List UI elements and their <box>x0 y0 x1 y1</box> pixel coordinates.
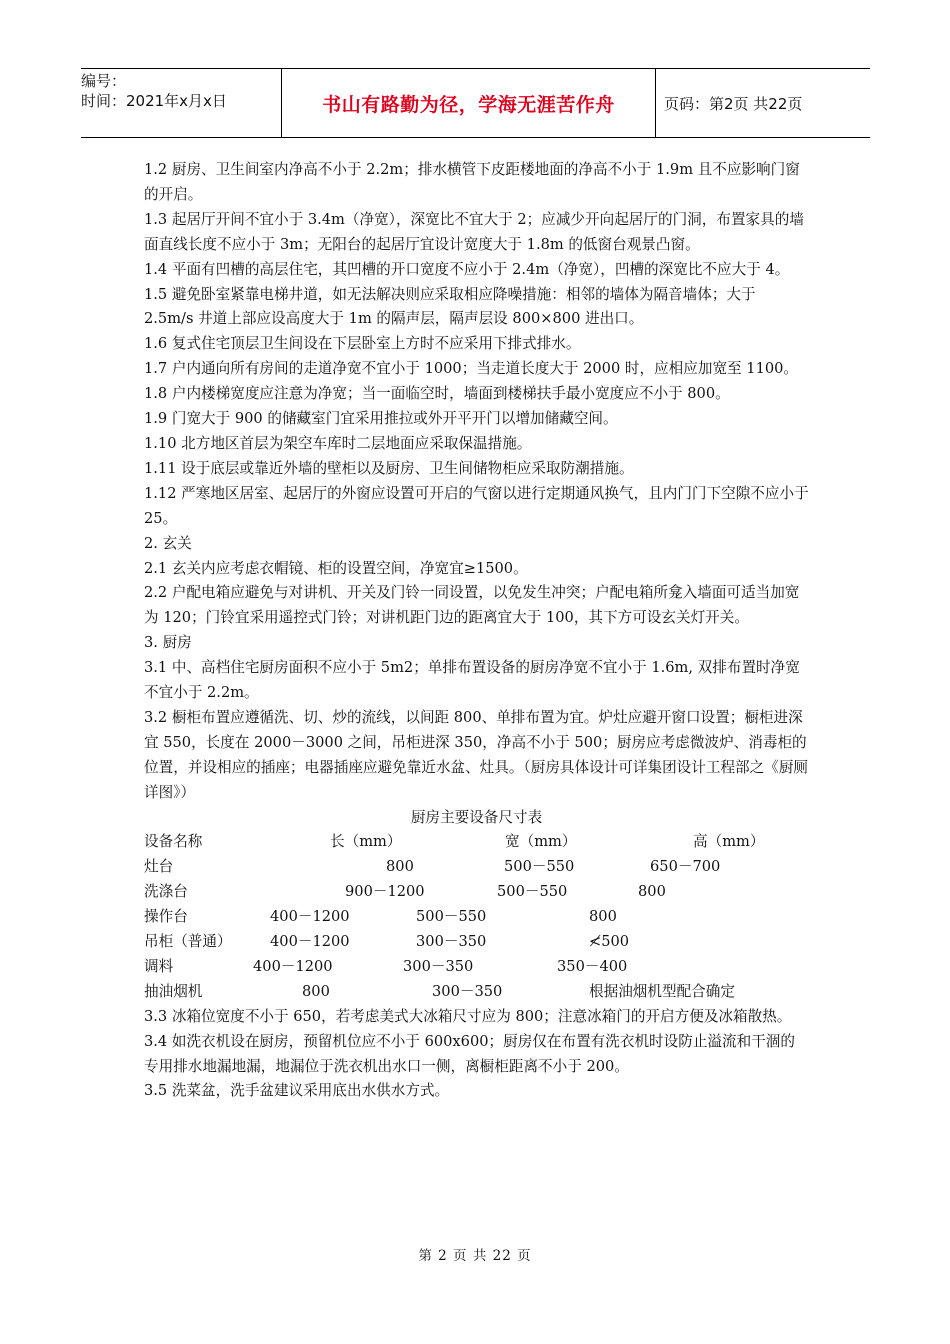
paragraph: 3.5 洗菜盆，洗手盆建议采用底出水供水方式。 <box>144 1082 450 1100</box>
table-header-row <box>144 830 809 855</box>
paragraph: 2.2 户配电箱应避免与对讲机、开关及门铃一同设置，以免发生冲突；户配电箱所龛入墙面可适当加宽为 120；门铃宜采用遥控式门铃；对讲机距门边的距离宜大于 100，其下方可设玄关灯开关。 <box>144 584 800 627</box>
table-cell: ≮500 <box>589 933 630 951</box>
table-cell: 调料 <box>144 957 174 975</box>
table-row <box>144 955 809 980</box>
paragraph: 1.2 厨房、卫生间室内净高不小于 2.2m；排水横管下皮距楼地面的净高不小于 1.9m 且不应影响门窗的开启。 <box>144 161 800 203</box>
paragraph: 2.1 玄关内应考虑衣帽镜、柜的设置空间，净宽宜≥1500。 <box>144 559 528 577</box>
paragraph: 3.2 橱柜布置应遵循洗、切、炒的流线，以间距 800、单排布置为宜。炉灶应避开窗口设置；橱柜进深宜 550，长度在 2000－3000 之间，吊柜进深 350，净高不小于 500；厨房应考虑微波炉、消毒柜的位置，并设相应的插座；电器插座应避免靠近水盆、灶具。（厨房具体设计可详集团设计工程部之《厨厕详图》） <box>144 708 809 801</box>
table-cell: 抽油烟机 <box>144 982 203 1000</box>
table-cell: 400－1200 <box>253 957 333 975</box>
paragraphs-a <box>144 158 809 806</box>
table-cell: 400－1200 <box>270 933 350 951</box>
table-cell: 400－1200 <box>270 908 350 926</box>
table-cell: 500－550 <box>497 883 568 901</box>
table-cell: 500－550 <box>416 908 487 926</box>
table-row <box>144 855 809 880</box>
table-cell: 900－1200 <box>345 883 425 901</box>
paragraph: 1.4 平面有凹槽的高层住宅，其凹槽的开口宽度不应小于 2.4m（净宽），凹槽的深宽比不应大于 4。 <box>144 260 790 278</box>
paragraph: 3. 厨房 <box>144 634 192 652</box>
table-cell: 800 <box>386 858 414 876</box>
table-rows <box>144 830 809 1004</box>
table-cell: 800 <box>589 908 617 926</box>
table-cell: 800 <box>302 982 330 1000</box>
table-cell: 800 <box>638 883 666 901</box>
paragraph: 3.4 如洗衣机设在厨房，预留机位应不小于 600x600；厨房仅在布置有洗衣机时设防止溢流和干涸的专用排水地漏地漏，地漏位于洗衣机出水口一侧，离橱柜距离不小于 200。 <box>144 1032 795 1075</box>
header-page-info: 页码：第2页 共22页 <box>664 94 803 113</box>
paragraph: 1.10 北方地区首层为架空车库时二层地面应采取保温措施。 <box>144 434 532 452</box>
table-header-cell: 高（mm） <box>693 833 765 851</box>
table-cell: 根据油烟机型配合确定 <box>589 982 735 1000</box>
paragraph: 1.9 门宽大于 900 的储藏室门宜采用推拉或外开平开门以增加储藏空间。 <box>144 410 618 428</box>
header-motto: 书山有路勤为径，学海无涯苦作舟 <box>282 69 656 137</box>
table-row <box>144 980 809 1005</box>
equipment-size-table <box>144 806 809 1005</box>
paragraph: 2. 玄关 <box>144 534 192 552</box>
table-cell: 300－350 <box>416 933 487 951</box>
paragraph: 1.5 避免卧室紧靠电梯井道，如无法解决则应采取相应降噪措施：相邻的墙体为隔音墙体；大于 2.5m/s 井道上部应设高度大于 1m 的隔声层，隔声层设 800×800 进出口。 <box>144 285 756 328</box>
table-cell: 650－700 <box>650 858 721 876</box>
paragraph: 1.3 起居厅开间不宜小于 3.4m（净宽），深宽比不宜大于 2；应减少开向起居厅的门洞，布置家具的墙面直线长度不应小于 3m；无阳台的起居厅宜设计宽度大于 1.8m 的低窗台观景凸窗。 <box>144 210 804 253</box>
document-time: 时间：2021年x月x日 <box>81 92 227 110</box>
paragraph: 1.12 严寒地区居室、起居厅的外窗应设置可开启的气窗以进行定期通风换气，且内门门下空隙不应小于 25。 <box>144 484 809 527</box>
table-caption: 厨房主要设备尺寸表 <box>410 808 543 826</box>
table-cell: 350－400 <box>557 957 628 975</box>
table-row <box>144 905 809 930</box>
paragraph: 1.6 复式住宅顶层卫生间设在下层卧室上方时不应采用下排式排水。 <box>144 335 581 353</box>
page-header <box>81 68 870 138</box>
paragraph: 3.1 中、高档住宅厨房面积不应小于 5m2；单排布置设备的厨房净宽不宜小于 1.6m, 双排布置时净宽不宜小于 2.2m。 <box>144 659 800 702</box>
table-cell: 300－350 <box>403 957 474 975</box>
paragraph: 1.7 户内通向所有房间的走道净宽不宜小于 1000；当走道长度大于 2000 时，应相应加宽至 1100。 <box>144 360 799 378</box>
table-cell: 洗涤台 <box>144 883 188 901</box>
header-meta <box>81 69 282 137</box>
table-row <box>144 880 809 905</box>
table-header-cell: 长（mm） <box>330 833 402 851</box>
document-body <box>144 158 809 1104</box>
page-footer: 第 2 页 共 22 页 <box>418 1248 532 1264</box>
document-number-label: 编号： <box>81 72 127 90</box>
table-cell: 300－350 <box>432 982 503 1000</box>
table-cell: 吊柜（普通） <box>144 933 232 951</box>
table-cell: 灶台 <box>144 858 174 876</box>
paragraph: 1.11 设于底层或靠近外墙的壁柜以及厨房、卫生间储物柜应采取防潮措施。 <box>144 459 634 477</box>
table-header-cell: 宽（mm） <box>505 833 577 851</box>
table-cell: 操作台 <box>144 908 188 926</box>
table-row <box>144 930 809 955</box>
paragraph: 3.3 冰箱位宽度不小于 650，若考虑美式大冰箱尺寸应为 800；注意冰箱门的开启方便及冰箱散热。 <box>144 1007 792 1025</box>
table-header-cell: 设备名称 <box>144 833 203 851</box>
paragraphs-b <box>144 1005 809 1105</box>
table-cell: 500－550 <box>504 858 575 876</box>
paragraph: 1.8 户内楼梯宽度应注意为净宽；当一面临空时，墙面到楼梯扶手最小宽度应不小于 800。 <box>144 385 730 403</box>
